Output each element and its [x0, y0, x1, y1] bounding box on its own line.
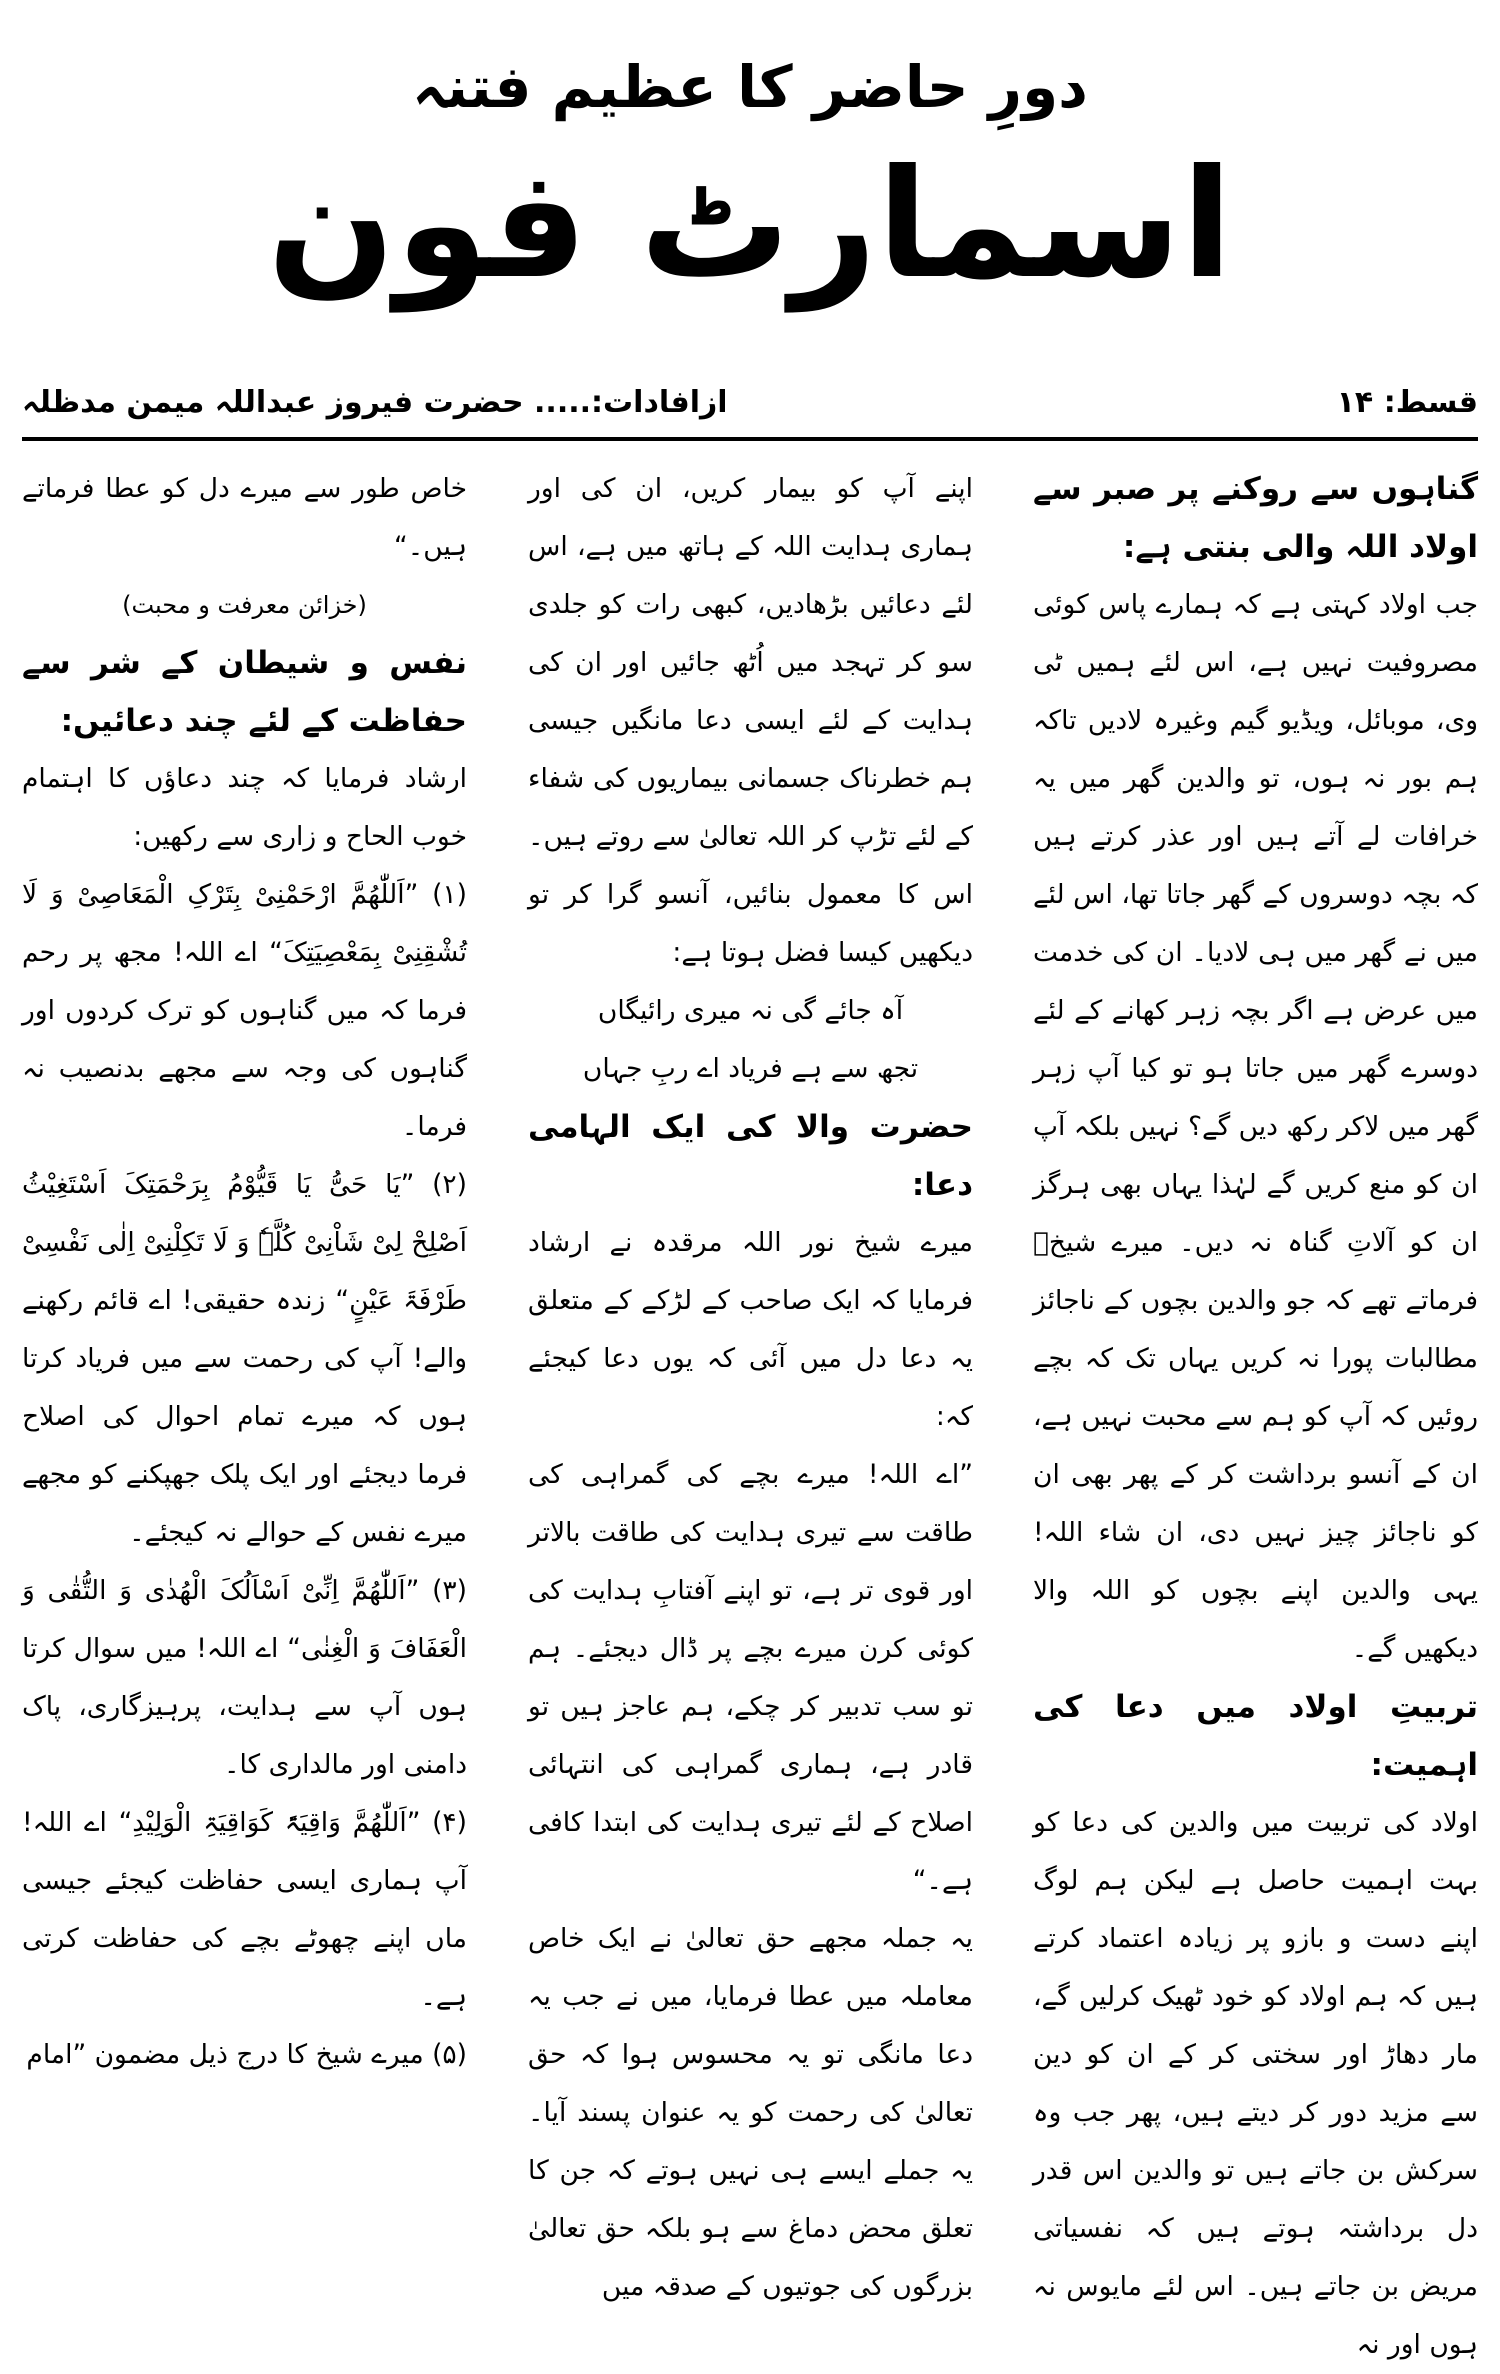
- prayer-quote: ”اے اللہ! میرے بچے کی گمراہی کی طاقت سے تیری ہدایت کی طاقت بالاتر اور قوی تر ہے، تو اپنے آفتابِ ہدایت کی کوئی کرن میرے بچے پر ڈال دیجئے۔ ہم تو سب تدبیر کر چکے، ہم عاجز ہیں تو قادر ہے، ہماری گمراہی کی انتہائی اصلاح کے لئے تیری ہدایت کی ابتدا کافی ہے۔“: [528, 1459, 973, 1896]
- section-heading: نفس و شیطان کے شر سے حفاظت کے لئے چند دعائیں:: [22, 645, 467, 739]
- article-kicker: دورِ حاضر کا عظیم فتنہ: [412, 53, 1088, 121]
- dua-item: (۳) ”اَللّٰھُمَّ اِنِّیْ اَسْاَلُکَ الْھُدٰی وَ التُّقٰی وَ الْعَفَافَ وَ الْغِنٰی“ اے اللہ! میں سوال کرتا ہوں آپ سے ہدایت، پرہیزگاری، پاک دامنی اور مالداری کا۔: [22, 1575, 467, 1780]
- column-middle: [528, 460, 974, 2302]
- paragraph: میرے شیخ نور اللہ مرقدہ نے ارشاد فرمایا کہ ایک صاحب کے لڑکے کے متعلق یہ دعا دل میں آئی کہ یوں دعا کیجئے کہ:: [528, 1227, 973, 1432]
- column-right: [1033, 460, 1478, 2360]
- article-title: اسمارٹ فون: [267, 138, 1233, 312]
- paragraph: ارشاد فرمایا کہ چند دعاؤں کا اہتمام خوب الحاح و زاری سے رکھیں:: [22, 763, 467, 852]
- dua-item: (۱) ”اَللّٰھُمَّ ارْحَمْنِیْ بِتَرْکِ الْمَعَاصِیْ وَ لَا تُشْقِنِیْ بِمَعْصِیَتِکَ“ اے اللہ! مجھ پر رحم فرما کہ میں گناہوں کو ترک کردوں اور گناہوں کی وجہ سے مجھے بدنصیب نہ فرما۔: [22, 879, 467, 1142]
- dua-item: (۵) میرے شیخ کا درج ذیل مضمون ”امام: [26, 2039, 467, 2070]
- verse-line: تجھ سے ہے فریاد اے ربِ جہاں: [582, 1053, 919, 1084]
- author-credit: ازافادات:..... حضرت فیروز عبداللہ میمن مدظلہ: [22, 385, 728, 420]
- column-left: [22, 460, 467, 2185]
- verse-line: آہ جائے گی نہ میری رائیگاں: [597, 995, 904, 1026]
- byline-bar: [22, 385, 1478, 429]
- paragraph: یہ جملہ مجھے حق تعالیٰ نے ایک خاص معاملہ میں عطا فرمایا، میں نے جب یہ دعا مانگی تو یہ محسوس ہوا کہ حق تعالیٰ کی رحمت کو یہ عنوان پسند آیا۔ یہ جملے ایسے ہی نہیں ہوتے کہ جن کا تعلق محض دماغ سے ہو بلکہ حق تعالیٰ بزرگوں کی جوتیوں کے صدقہ میں: [528, 1923, 973, 2302]
- paragraph: اپنے آپ کو بیمار کریں، ان کی اور ہماری ہدایت اللہ کے ہاتھ میں ہے، اس لئے دعائیں بڑھادیں، کبھی رات کو جلدی سو کر تہجد میں اُٹھ جائیں اور ان کی ہدایت کے لئے ایسی دعا مانگیں جیسی ہم خطرناک جسمانی بیماریوں کی شفاء کے لئے تڑپ کر اللہ تعالیٰ سے روتے ہیں۔ اس کا معمول بنائیں، آنسو گرا کر تو دیکھیں کیسا فضل ہوتا ہے:: [528, 473, 974, 968]
- episode-number: قسط: ۱۴: [1336, 385, 1478, 420]
- source-citation: (خزائن معرفت و محبت): [122, 591, 367, 619]
- section-heading: حضرت والا کی ایک الہامی دعا:: [528, 1109, 973, 1203]
- dua-item: (۴) ”اَللّٰھُمَّ وَاقِیَۃً کَوَاقِیَۃِ الْوَلِیْدِ“ اے اللہ! آپ ہماری ایسی حفاظت کیجئے جیسی ماں اپنے چھوٹے بچے کی حفاظت کرتی ہے۔: [22, 1807, 467, 2012]
- section-heading: تربیتِ اولاد میں دعا کی اہمیت:: [1033, 1689, 1478, 1783]
- header-divider: [22, 437, 1478, 441]
- dua-item: (۲) ”یَا حَیُّ یَا قَیُّوْمُ بِرَحْمَتِکَ اَسْتَغِیْثُ اَصْلِحْ لِیْ شَاْنِیْ کُلَّہٗ وَ لَا تَکِلْنِیْ اِلٰی نَفْسِیْ طَرْفَۃَ عَیْنٍ“ زندہ حقیقی! اے قائم رکھنے والے! آپ کی رحمت سے میں فریاد کرتا ہوں کہ میرے تمام احوال کی اصلاح فرما دیجئے اور ایک پلک جھپکنے کو مجھے میرے نفس کے حوالے نہ کیجئے۔: [22, 1169, 467, 1548]
- paragraph: خاص طور سے میرے دل کو عطا فرماتے ہیں۔“: [22, 473, 467, 562]
- paragraph: جب اولاد کہتی ہے کہ ہمارے پاس کوئی مصروفیت نہیں ہے، اس لئے ہمیں ٹی وی، موبائل، ویڈیو گیم وغیرہ لادیں تاکہ ہم بور نہ ہوں، تو والدین گھر میں یہ خرافات لے آتے ہیں اور عذر کرتے ہیں کہ بچہ دوسروں کے گھر جاتا تھا، اس لئے میں نے گھر میں ہی لادیا۔ ان کی خدمت میں عرض ہے اگر بچہ زہر کھانے کے لئے دوسرے گھر میں جاتا ہو تو کیا آپ زہر گھر میں لاکر رکھ دیں گے؟ نہیں بلکہ آپ ان کو منع کریں گے لہٰذا یہاں بھی ہرگز ان کو آلاتِ گناہ نہ دیں۔ میرے شیخؒ فرماتے تھے کہ جو والدین بچوں کے ناجائز مطالبات پورا نہ کریں یہاں تک کہ بچے روئیں کہ آپ کو ہم سے محبت نہیں ہے، ان کے آنسو برداشت کر کے پھر بھی ان کو ناجائز چیز نہیں دی، ان شاء اللہ! یہی والدین اپنے بچوں کو اللہ والا دیکھیں گے۔: [1033, 589, 1478, 1664]
- paragraph: اولاد کی تربیت میں والدین کی دعا کو بہت اہمیت حاصل ہے لیکن ہم لوگ اپنے دست و بازو پر زیادہ اعتماد کرتے ہیں کہ ہم اولاد کو خود ٹھیک کرلیں گے، مار دھاڑ اور سختی کر کے ان کو دین سے مزید دور کر دیتے ہیں، پھر جب وہ سرکش بن جاتے ہیں تو والدین اس قدر دل برداشتہ ہوتے ہیں کہ نفسیاتی مریض بن جاتے ہیں۔ اس لئے مایوس نہ ہوں اور نہ: [1033, 1807, 1478, 2360]
- section-heading: گناہوں سے روکنے پر صبر سے اولاد اللہ والی بنتی ہے:: [1033, 471, 1478, 565]
